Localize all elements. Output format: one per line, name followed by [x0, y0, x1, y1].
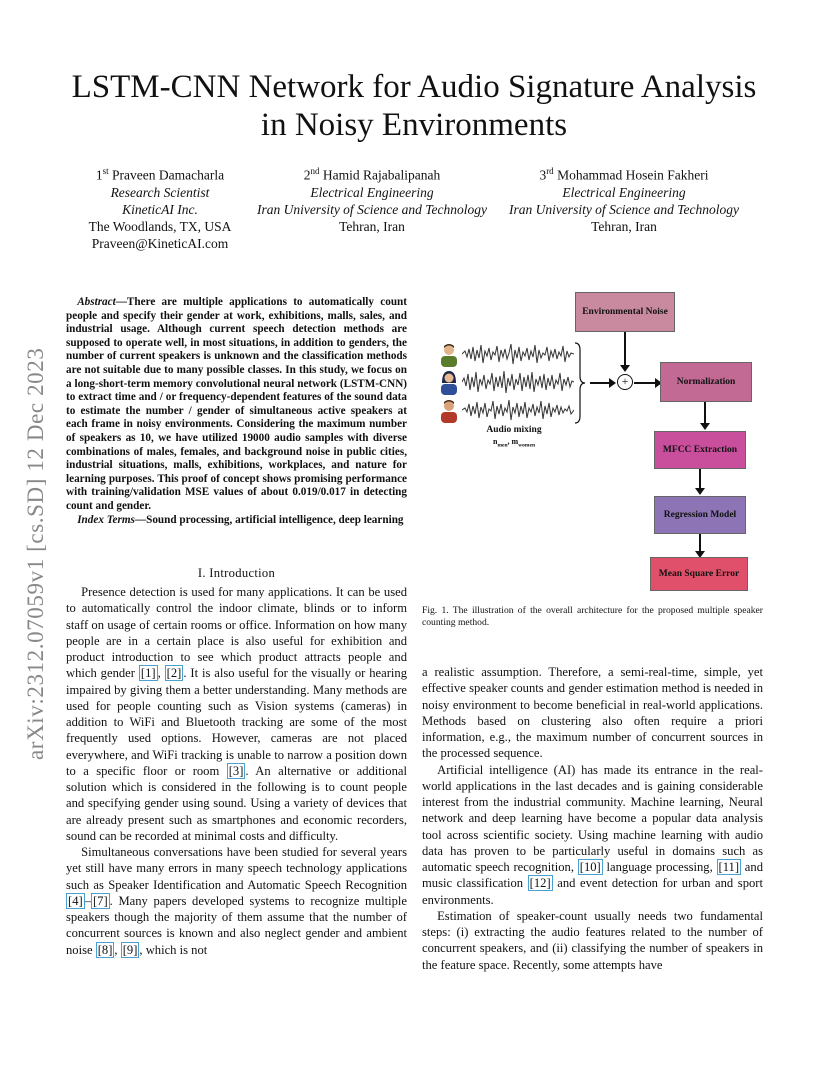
female-speaker-icon [438, 371, 460, 395]
author-ordinal: 3 [539, 167, 547, 183]
audio-waveform-icon [462, 369, 574, 395]
author-role: Electrical Engineering [562, 184, 686, 200]
author-role: Research Scientist [110, 184, 210, 200]
normalization-box: Normalization [660, 362, 752, 402]
figure-architecture [428, 290, 768, 590]
citation-link[interactable]: [8] [97, 942, 113, 957]
arrow-right [590, 382, 610, 384]
citation-link[interactable]: [10] [579, 860, 601, 874]
paragraph: Estimation of speaker-count usually needs two fundamental steps: (i) extracting the audio features related to the number of concurrent speakers, and (ii) classifying the number of speakers in the feature space. Recently, some attempts have [422, 908, 763, 972]
left-column-body [66, 584, 407, 958]
author-email: Praveen@KineticAI.com [91, 235, 229, 251]
author-location: Tehran, Iran [339, 218, 405, 234]
author-org: Iran University of Science and Technology [508, 201, 740, 217]
author-org: KineticAI Inc. [122, 201, 198, 217]
arrow-right [634, 382, 656, 384]
arrow-down [704, 402, 706, 424]
male-speaker-icon [438, 399, 460, 423]
title-line-1: LSTM-CNN Network for Audio Signature Analysis [71, 69, 757, 105]
author-2 [247, 163, 497, 235]
audio-waveform-icon [462, 397, 574, 423]
mse-box: Mean Square Error [650, 557, 748, 591]
audio-mixing-label: Audio mixing $n_{men}$, $m_{women}$ [486, 425, 542, 449]
citation-link[interactable]: [11] [718, 860, 740, 874]
author-role: Electrical Engineering [310, 184, 434, 200]
abstract [66, 296, 407, 527]
author-ordinal: 2 [303, 167, 311, 183]
author-name: Mohammad Hosein Fakheri [557, 167, 709, 183]
paper-title [40, 68, 788, 144]
env-noise-box: Environmental Noise [575, 292, 675, 332]
male-speaker-icon [438, 343, 460, 367]
author-org: Iran University of Science and Technology [256, 201, 488, 217]
arxiv-stamp: arXiv:2312.07059v1 [cs.SD] 12 Dec 2023 [23, 347, 48, 760]
arrow-down [699, 534, 701, 552]
abstract-text: —There are multiple applications to automatically count people and specify their gender at work, exhibitions, malls, sales, and industrial usage. Although current speech detection methods are supposed to operate well, in most situations, in addition to genders, the number of current speakers is unknown and the classification methods are not suitable due to many possible classes. In this study, we focus on a long-short-term memory convolutional neural network (LSTM-CNN) to extract time and / or frequency-dependent features of the sound data to estimate the number / gender of simultaneous active speakers at each frame in noisy environments. Considering the maximum number of speakers as 10, we have utilized 19000 audio samples with diverse combinations of males, females, and background noise in public cities, industrial situations, malls, exhibitions, workplaces, and nature for learning purposes. This proof of concept shows promising performance with training/validation MSE values of about 0.019/0.017 in detecting count and gender. [66, 296, 407, 512]
author-sup: rd [546, 166, 554, 176]
author-3 [499, 163, 749, 235]
citation-link[interactable]: [2] [166, 666, 182, 681]
author-name: Hamid Rajabalipanah [322, 167, 441, 183]
arrow-down [699, 469, 701, 489]
paragraph: Simultaneous conversations have been studied for several years yet still have many errors in many speech technology applications such as Speaker Identification and Automatic Speech Recognition [4] – [7] . Many papers developed systems to recognize multiple speakers though the majority of them assume that the number of concurrent sources is known and also neglect gender and ambient noise [8] , [9] , which is not [66, 845, 407, 957]
index-terms-label: Index Terms [77, 513, 135, 526]
audio-waveform-icon [462, 341, 574, 367]
abstract-label: Abstract [77, 296, 116, 308]
title-line-2: in Noisy Environments [260, 107, 568, 143]
arrow-down [624, 332, 626, 366]
citation-link[interactable]: [1] [140, 666, 156, 681]
sum-junction: + [617, 374, 633, 390]
section-heading: I. Introduction [197, 566, 276, 580]
mfcc-box: MFCC Extraction [654, 431, 746, 469]
author-location: Tehran, Iran [591, 218, 657, 234]
regression-box: Regression Model [654, 496, 746, 534]
index-terms-text: —Sound processing, artificial intelligence, deep learning [134, 513, 404, 526]
citation-link[interactable]: [3] [228, 763, 244, 778]
figure-caption: Fig. 1. The illustration of the overall architecture for the proposed multiple speaker counting method. [422, 605, 763, 628]
citation-link[interactable]: [4] [68, 893, 83, 908]
author-name: Praveen Damacharla [112, 167, 225, 183]
right-column-body [422, 664, 763, 973]
citation-link[interactable]: [12] [529, 876, 551, 891]
author-sup: st [102, 166, 109, 176]
citation-link[interactable]: [9] [122, 942, 138, 957]
author-sup: nd [310, 166, 320, 176]
author-location: The Woodlands, TX, USA [88, 218, 232, 234]
author-ordinal: 1 [95, 167, 103, 183]
brace-icon [574, 342, 586, 424]
paragraph: Artificial intelligence (AI) has made its entrance in the real-world applications in the last decades and is gaining considerable interest from the industrial community. Machine learning, Neural network and deep learning have become a popular data analysis tool across scientific society. Using machine learning with audio data has proven to be particularly useful in domains such as automatic speech recognition, [10] language processing, [11] and music classification [12] and event detection for urban and sport environments. [422, 762, 763, 907]
citation-link[interactable]: [7] [92, 893, 108, 908]
paragraph: Presence detection is used for many applications. It can be used to automatically control the indoor climate, blinds or to inform staff on usage of certain rooms or office. Information on how many people are in a certain place is also useful for exhibition and product introduction to see which product attracts people and which gender [1] , [2] . It is also useful for the visually or hearing impaired by giving them a better understanding. Many methods are used for people counting such as Vision systems (cameras) in addition to WiFi and Bluetooth tracking are some of the most frequently used options. However, cameras are not placed everywhere, and WiFi tracking is unable to narrow a position down to a specific floor or room [3] . An alternative or additional solution which is considered in the following is to count people and specifying gender using sound. Using a variety of devices that are already present such as smartphones and economic recorders, sound can be recorded at minimal costs and difficulty. [66, 585, 408, 843]
paragraph: a realistic assumption. Therefore, a semi-real-time, simple, yet effective speaker counts and gender estimation method is needed in noisy environment to become beneficial in real-world applications. Methods based on clustering also often require a priori information, e.g., the maximum number of concurrent sources in the processed sequence. [422, 665, 763, 761]
